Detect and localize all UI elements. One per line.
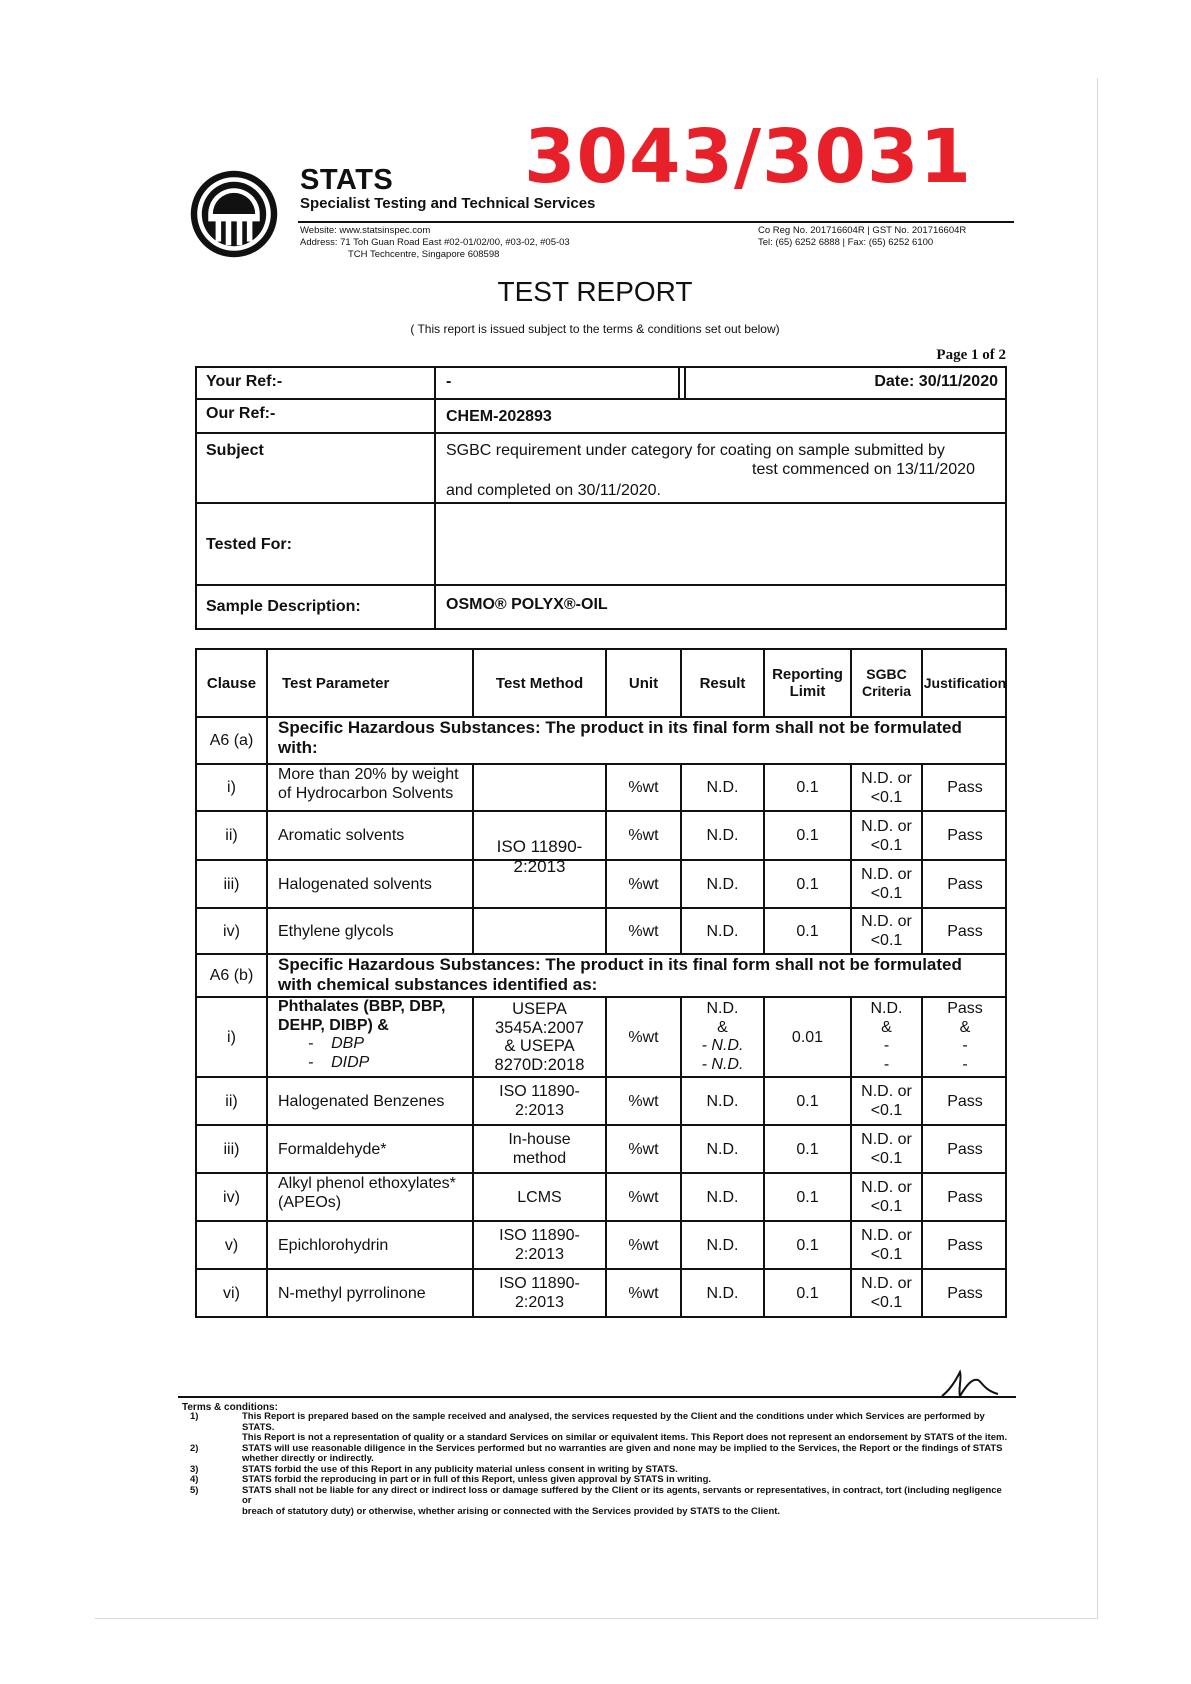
criteria-line: <0.1 (870, 885, 903, 902)
method-line: 2:2013 (515, 1102, 564, 1119)
method-line: 2:2013 (515, 1246, 564, 1263)
table-divider (434, 366, 436, 630)
column-header-justification: Justification (923, 674, 1007, 691)
criteria-line: <0.1 (870, 1294, 903, 1311)
result-line: - N.D. (701, 1055, 744, 1073)
terms-text: This Report is not a representation of quality or a standard Services on similar or equivalent items. This Report does not represent an endorsement by STATS of the item. (242, 1432, 1008, 1443)
table-divider (684, 366, 686, 398)
criteria-line: N.D. or (861, 1275, 912, 1292)
parameter-subitem: - DIDP (308, 1053, 370, 1071)
header-line: Limit (789, 683, 826, 700)
clause-cell: iii) (223, 875, 240, 893)
tested-for-label: Tested For: (206, 536, 292, 553)
justification-cell (923, 998, 1007, 1076)
result-cell: N.D. (706, 922, 739, 940)
result-line: & (717, 1018, 728, 1036)
parameter-cell: Aromatic solvents (278, 827, 405, 844)
clause-cell: iii) (223, 1140, 240, 1158)
method-cell (474, 1078, 605, 1124)
sample-description-label: Sample Description: (206, 598, 361, 615)
terms-title: Terms & conditions: (182, 1402, 278, 1413)
criteria-cell (852, 1270, 921, 1316)
justification-cell: Pass (947, 1140, 983, 1158)
subject-text: SGBC requirement under category for coating on sample submitted by (446, 442, 945, 459)
document-title: TEST REPORT (497, 276, 693, 307)
method-cell (474, 998, 605, 1076)
parameter-line: (APEOs) (278, 1194, 342, 1211)
unit-cell: %wt (628, 1092, 659, 1110)
terms-item (190, 1475, 1010, 1486)
terms-text: STATS will use reasonable diligence in the Services performed but no warranties are given and none may be implied to the Services, the Report or the findings of STATS (242, 1442, 1003, 1454)
result-cell (682, 998, 763, 1076)
limit-cell: 0.1 (796, 875, 819, 893)
subject-text: test commenced on 13/11/2020 (752, 461, 975, 478)
terms-text: whether directly or indirectly. (242, 1453, 374, 1464)
result-cell: N.D. (706, 1140, 739, 1158)
clause-cell: i) (227, 1028, 236, 1046)
terms-text: STATS forbid the reproducing in part or in full of this Report, unless given approval by STATS in writing. (242, 1474, 712, 1485)
unit-cell: %wt (628, 1188, 659, 1206)
justification-cell: Pass (947, 922, 983, 940)
justification-line: Pass (947, 1000, 983, 1017)
method-cell: LCMS (517, 1188, 562, 1206)
justification-line: & (959, 1018, 971, 1036)
limit-cell: 0.1 (796, 1236, 819, 1254)
criteria-line: <0.1 (870, 1198, 903, 1215)
parameter-cell (268, 1174, 472, 1220)
method-cell (474, 1270, 605, 1316)
table-divider (195, 398, 1007, 400)
terms-item (190, 1412, 1010, 1433)
criteria-line: & (881, 1018, 892, 1036)
unit-cell: %wt (628, 827, 659, 844)
column-header-criteria (852, 650, 921, 716)
section-heading-line: Specific Hazardous Substances: The product in its final form shall not be formulated (278, 955, 962, 974)
method-line: ISO 11890- (496, 837, 583, 856)
criteria-line: N.D. or (861, 1131, 912, 1148)
parameter-cell: Formaldehyde* (278, 1140, 387, 1158)
terms-item (190, 1486, 1010, 1507)
table-divider (195, 432, 1007, 434)
clause-cell: vi) (223, 1284, 240, 1302)
header-rule (298, 221, 1014, 223)
criteria-cell (852, 1174, 921, 1220)
registration-text: Co Reg No. 201716604R | GST No. 201716604R (758, 225, 967, 236)
company-registration (758, 225, 966, 249)
subject-label: Subject (206, 442, 264, 459)
terms-number: 3) (190, 1463, 199, 1475)
unit-cell: %wt (628, 1140, 659, 1158)
criteria-line: N.D. or (861, 913, 912, 930)
paper-edge (1097, 78, 1098, 1618)
method-line: ISO 11890- (499, 1227, 580, 1244)
criteria-cell (852, 1126, 921, 1172)
header-line: Reporting (772, 666, 843, 683)
terms-number (190, 1433, 242, 1444)
column-header-limit (765, 650, 850, 716)
column-header-clause: Clause (206, 674, 257, 692)
your-ref-label: Your Ref:- (206, 373, 283, 390)
unit-cell: %wt (628, 1284, 659, 1302)
clause-cell: ii) (225, 827, 238, 844)
section-heading-line: with: (278, 738, 318, 757)
stats-logo-icon (188, 168, 280, 260)
parameter-cell: Halogenated Benzenes (278, 1092, 445, 1110)
section-clause: A6 (a) (209, 732, 254, 749)
limit-cell: 0.1 (796, 827, 819, 844)
address-line: Address: 71 Toh Guan Road East #02-01/02/00, #03-02, #05-03 (300, 237, 570, 248)
footer-rule (178, 1396, 1016, 1398)
justification-line: - (962, 1055, 968, 1073)
column-header-result: Result (699, 674, 746, 692)
limit-cell: 0.1 (796, 1092, 819, 1110)
method-line: ISO 11890- (499, 1275, 580, 1292)
table-divider (195, 584, 1007, 586)
brand-tagline: Specialist Testing and Technical Services (300, 195, 596, 212)
page-number: Page 1 of 2 (936, 347, 1006, 363)
clause-cell: v) (224, 1236, 239, 1254)
table-divider (195, 502, 1007, 504)
address-line: TCH Techcentre, Singapore 608598 (348, 249, 500, 260)
terms-number (190, 1454, 242, 1465)
our-ref-value: CHEM-202893 (446, 408, 552, 425)
subject-text: and completed on 30/11/2020. (446, 482, 661, 499)
justification-cell: Pass (947, 875, 983, 893)
terms-item (190, 1507, 1010, 1518)
column-header-unit: Unit (628, 674, 659, 692)
justification-line: - (962, 1037, 968, 1054)
terms-number: 2) (190, 1442, 199, 1454)
unit-cell: %wt (628, 922, 659, 940)
limit-cell: 0.1 (796, 779, 819, 796)
terms-text: STATS forbid the use of this Report in any publicity material unless consent in writing by STATS. (242, 1463, 678, 1475)
parameter-cell: Halogenated solvents (278, 875, 432, 893)
parameter-cell (268, 998, 472, 1076)
terms-number (190, 1507, 242, 1518)
method-line: method (512, 1150, 567, 1167)
signature-icon (938, 1364, 1008, 1404)
parameter-line: More than 20% by weight (278, 766, 459, 783)
criteria-line: <0.1 (870, 932, 903, 949)
paper-edge (95, 1618, 1098, 1619)
result-line: - N.D. (701, 1037, 744, 1054)
result-line: N.D. (706, 1000, 739, 1017)
reference-stamp: 3043/3031 (524, 114, 972, 200)
criteria-line: <0.1 (870, 1150, 903, 1167)
section-heading-line: Specific Hazardous Substances: The product in its final form shall not be formulated (278, 718, 962, 737)
criteria-line: <0.1 (870, 1102, 903, 1119)
terms-text: breach of statutory duty) or otherwise, whether arising or connected with the Services provided by STATS to the Client. (242, 1505, 781, 1517)
terms-text: STATS shall not be liable for any direct or indirect loss or damage suffered by the Client or its agents, servants or representatives, in contract, tort (including negligence or (242, 1484, 1002, 1506)
parameter-subitem-text: DBP (331, 1035, 365, 1052)
result-cell: N.D. (706, 1236, 739, 1254)
brand-name: STATS (300, 164, 394, 196)
parameter-cell: Ethylene glycols (278, 922, 394, 940)
parameter-cell: N-methyl pyrrolinone (278, 1284, 426, 1302)
section-heading (268, 955, 1005, 996)
phone-fax-text: Tel: (65) 6252 6888 | Fax: (65) 6252 6100 (758, 237, 934, 248)
criteria-cell (852, 998, 921, 1076)
result-cell: N.D. (706, 1188, 739, 1206)
criteria-line: <0.1 (870, 788, 903, 806)
result-cell: N.D. (706, 827, 739, 844)
website-text: Website: www.statsinspec.com (300, 225, 431, 236)
limit-cell: 0.1 (796, 1188, 819, 1206)
limit-cell: 0.01 (791, 1028, 824, 1046)
justification-cell: Pass (947, 779, 983, 796)
criteria-line: <0.1 (870, 836, 903, 854)
criteria-cell (852, 1222, 921, 1268)
report-date: Date: 30/11/2020 (874, 373, 998, 390)
parameter-cell (268, 765, 472, 810)
parameter-line: Alkyl phenol ethoxylates* (278, 1175, 456, 1192)
section-clause: A6 (b) (209, 967, 254, 984)
unit-cell: %wt (628, 779, 659, 796)
terms-number: 4) (190, 1474, 199, 1485)
criteria-cell (852, 765, 921, 810)
justification-cell: Pass (947, 1236, 983, 1254)
justification-cell: Pass (947, 1188, 983, 1206)
criteria-cell (852, 909, 921, 953)
parameter-line: DEHP, DIBP) & (278, 1016, 389, 1034)
parameter-line: of Hydrocarbon Solvents (278, 785, 454, 802)
unit-cell: %wt (628, 1028, 659, 1046)
terms-item (190, 1433, 1010, 1444)
terms-list (190, 1412, 1010, 1517)
result-cell: N.D. (706, 779, 739, 796)
limit-cell: 0.1 (796, 1284, 819, 1302)
criteria-line: N.D. or (861, 1227, 912, 1244)
method-line: 8270D:2018 (494, 1055, 585, 1074)
terms-item (190, 1454, 1010, 1465)
header-line: Criteria (861, 683, 912, 699)
terms-number: 5) (190, 1484, 199, 1496)
criteria-line: - (883, 1055, 890, 1073)
unit-cell: %wt (628, 875, 659, 893)
justification-cell: Pass (947, 1284, 983, 1302)
criteria-cell (852, 812, 921, 859)
parameter-subitem: - DBP (308, 1035, 365, 1052)
terms-number: 1) (190, 1411, 199, 1422)
criteria-line: N.D. or (861, 1083, 912, 1100)
method-cell (474, 1222, 605, 1268)
result-cell: N.D. (706, 1092, 739, 1110)
sample-description-value: OSMO® POLYX®-OIL (446, 596, 608, 613)
justification-cell: Pass (947, 1092, 983, 1110)
our-ref-label: Our Ref:- (206, 405, 276, 422)
method-cell (474, 765, 605, 953)
clause-cell: i) (227, 779, 236, 796)
terms-notice: ( This report is issued subject to the terms & conditions set out below) (410, 322, 780, 336)
terms-text: This Report is prepared based on the sample received and analysed, the services requested by the Client and the conditions under which Services are performed by STATS. (242, 1411, 985, 1433)
column-header-method: Test Method (495, 674, 584, 692)
column-header-parameter: Test Parameter (282, 674, 390, 692)
parameter-line: Phthalates (BBP, DBP, (278, 998, 446, 1015)
method-line: & USEPA (504, 1037, 575, 1055)
your-ref-value: - (446, 373, 452, 390)
method-line: ISO 11890- (499, 1083, 580, 1100)
clause-cell: iv) (223, 922, 240, 940)
criteria-line: <0.1 (870, 1246, 903, 1263)
criteria-line: N.D. or (861, 866, 912, 883)
unit-cell: %wt (628, 1236, 659, 1254)
criteria-cell (852, 1078, 921, 1124)
method-line: 3545A:2007 (494, 1018, 584, 1037)
section-heading-line: with chemical substances identified as: (278, 975, 598, 994)
method-cell (474, 1126, 605, 1172)
parameter-subitem-text: DIDP (331, 1053, 370, 1071)
clause-cell: iv) (223, 1188, 240, 1206)
result-cell: N.D. (706, 1284, 739, 1302)
method-line: USEPA (512, 1000, 567, 1018)
criteria-line: N.D. or (861, 817, 912, 835)
criteria-line: N.D. (870, 1000, 903, 1017)
header-line: SGBC (866, 666, 907, 682)
method-line: In-house (508, 1131, 571, 1148)
company-address (300, 225, 570, 261)
parameter-cell: Epichlorohydrin (278, 1236, 389, 1254)
criteria-cell (852, 861, 921, 907)
method-line: 2:2013 (513, 857, 566, 876)
section-heading (268, 718, 1005, 763)
table-divider (678, 366, 680, 398)
clause-cell: ii) (225, 1092, 238, 1110)
result-cell: N.D. (706, 875, 739, 893)
justification-cell: Pass (947, 827, 983, 844)
criteria-line: - (883, 1037, 890, 1054)
criteria-line: N.D. or (861, 1179, 912, 1196)
limit-cell: 0.1 (796, 1140, 819, 1158)
limit-cell: 0.1 (796, 922, 819, 940)
criteria-line: N.D. or (861, 769, 912, 787)
method-line: 2:2013 (515, 1294, 564, 1311)
